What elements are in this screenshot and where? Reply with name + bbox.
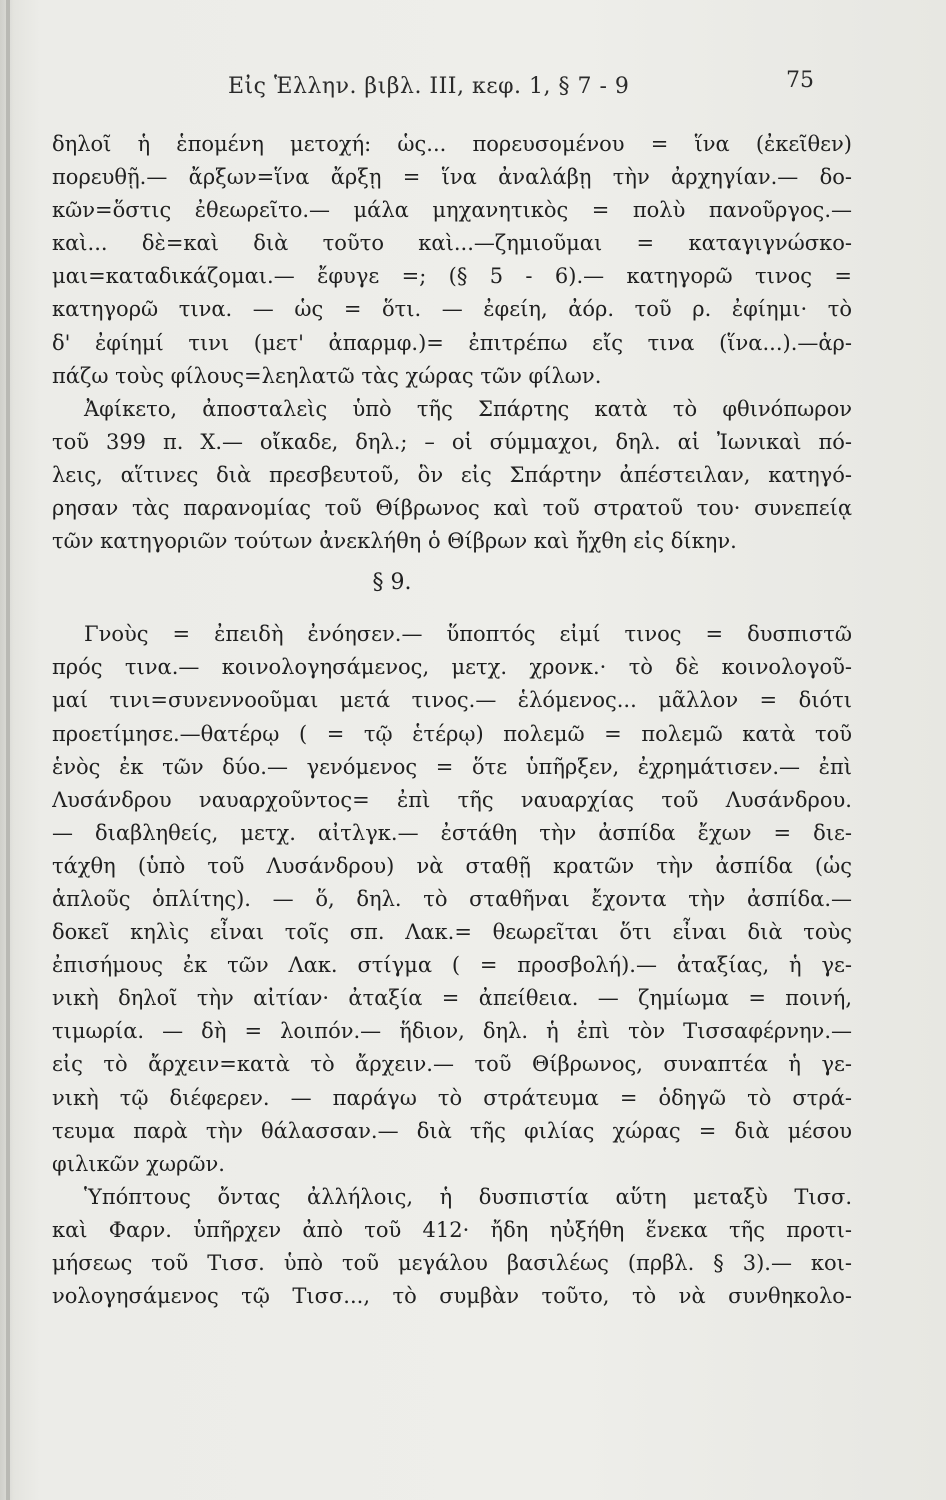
text-line: μαί τινι=συνεννοοῦμαι μετά τινος.— ἑλόμενος... μᾶλλον = διότι <box>52 688 852 713</box>
text-line: πορευθῇ.— ἄρξων=ἵνα ἄρξῃ = ἵνα ἀναλάβῃ τὴν ἀρχηγίαν.— δο- <box>52 165 852 190</box>
text-line: δηλοῖ ἡ ἑπομένη μετοχή: ὡς... πορευσομένου = ἵνα (ἐκεῖθεν) <box>52 132 852 156</box>
text-line: κατηγορῶ τινα. — ὡς = ὅτι. — ἐφείη, ἀόρ. τοῦ ρ. ἐφίημι· τὸ <box>52 297 852 322</box>
section-heading: § 9. <box>372 570 412 596</box>
text-line: τῶν κατηγοριῶν τούτων ἀνεκλήθη ὁ Θίβρων καὶ ἤχθη εἰς δίκην. <box>52 529 737 554</box>
text-line: τάχθη (ὑπὸ τοῦ Λυσάνδρου) νὰ σταθῇ κρατῶν τὴν ἀσπίδα (ὡς <box>52 853 852 878</box>
text-line: εἰς τὸ ἄρχειν=κατὰ τὸ ἄρχειν.— τοῦ Θίβρωνος, συναπτέα ἡ γε- <box>52 1052 852 1077</box>
text-line: μαι=καταδικάζομαι.— ἔφυγε =; (§ 5 - 6).— κατηγορῶ τινος = <box>52 264 852 289</box>
text-line: πάζω τοὺς φίλους=λεηλατῶ τὰς χώρας τῶν φίλων. <box>52 363 602 388</box>
text-line: κῶν=ὅστις ἐθεωρεῖτο.— μάλα μηχανητικὸς = πολὺ πανοῦργος.— <box>52 198 852 223</box>
text-line: καὶ... δὲ=καὶ διὰ τοῦτο καὶ...—ζημιοῦμαι = καταγιγνώσκο- <box>52 231 852 256</box>
text-line: Γνοὺς = ἐπειδὴ ἐνόησεν.— ὕποπτός εἰμί τινος = δυσπιστῶ <box>84 622 852 647</box>
text-line: Λυσάνδρου ναυαρχοῦντος= ἐπὶ τῆς ναυαρχίας τοῦ Λυσάνδρου. <box>52 787 852 812</box>
text-line: νικὴ δηλοῖ τὴν αἰτίαν· ἀταξία = ἀπείθεια. — ζημίωμα = ποινή, <box>52 986 852 1011</box>
text-line: τοῦ 399 π. Χ.— οἴκαδε, δηλ.; – οἱ σύμμαχοι, δηλ. αἱ Ἰωνικαὶ πό- <box>52 429 852 454</box>
page-number: 75 <box>786 68 814 93</box>
text-line: Ἀφίκετο, ἀποσταλεὶς ὑπὸ τῆς Σπάρτης κατὰ τὸ φθινόπωρον <box>84 396 852 421</box>
text-line: Ὑπόπτους ὄντας ἀλλήλοις, ἡ δυσπιστία αὕτη μεταξὺ Τισσ. <box>84 1184 852 1209</box>
text-line: τιμωρία. — δὴ = λοιπόν.— ἥδιον, δηλ. ἡ ἐπὶ τὸν Τισσαφέρνην.— <box>52 1019 852 1044</box>
spacer <box>52 608 852 618</box>
text-line: πρός τινα.— κοινολογησάμενος, μετχ. χρονκ.· τὸ δὲ κοινολογοῦ- <box>52 655 852 680</box>
page-edge <box>6 0 10 1500</box>
text-line: ἁπλοῦς ὁπλίτης). — ὅ, δηλ. τὸ σταθῆναι ἔχοντα τὴν ἀσπίδα.— <box>52 886 852 911</box>
text-line: — διαβληθείς, μετχ. αἰτλγκ.— ἐστάθη τὴν ἀσπίδα ἔχων = διε- <box>52 820 852 845</box>
text-line: λεις, αἵτινες διὰ πρεσβευτοῦ, ὃν εἰς Σπάρτην ἀπέστειλαν, κατηγό- <box>52 462 852 487</box>
text-line: ρησαν τὰς παρανομίας τοῦ Θίβρωνος καὶ τοῦ στρατοῦ του· συνεπείᾳ <box>52 496 852 521</box>
page-body <box>52 128 852 1313</box>
text-line: ἐπισήμους ἐκ τῶν Λακ. στίγμα ( = προσβολή).— ἀταξίας, ἡ γε- <box>52 953 852 978</box>
text-line: δ' ἐφίημί τινι (μετ' ἀπαρμφ.)= ἐπιτρέπω εἴς τινα (ἵνα...).—ἁρ- <box>52 330 852 355</box>
text-line: δοκεῖ κηλὶς εἶναι τοῖς σπ. Λακ.= θεωρεῖται ὅτι εἶναι διὰ τοὺς <box>52 920 852 945</box>
text-line: φιλικῶν χωρῶν. <box>52 1151 225 1176</box>
page-header <box>0 68 946 114</box>
text-line: μήσεως τοῦ Τισσ. ὑπὸ τοῦ μεγάλου βασιλέως (πρβλ. § 3).— κοι- <box>52 1251 852 1275</box>
text-line: νολογησάμενος τῷ Τισσ..., τὸ συμβὰν τοῦτο, τὸ νὰ συνθηκολο- <box>52 1284 852 1309</box>
text-line: προετίμησε.—θατέρῳ ( = τῷ ἑτέρῳ) πολεμῶ = πολεμῶ κατὰ τοῦ <box>52 721 852 746</box>
text-line: νικὴ τῷ διέφερεν. — παράγω τὸ στράτευμα = ὁδηγῶ τὸ στρά- <box>52 1085 852 1110</box>
text-line: καὶ Φαρν. ὑπῆρχεν ἀπὸ τοῦ 412· ἤδη ηὐξήθη ἕνεκα τῆς προτι- <box>52 1217 852 1242</box>
text-line: τευμα παρὰ τὴν θάλασσαν.— διὰ τῆς φιλίας χώρας = διὰ μέσου <box>52 1118 852 1143</box>
text-line: ἑνὸς ἐκ τῶν δύο.— γενόμενος = ὅτε ὑπῆρξεν, ἐχρημάτισεν.— ἐπὶ <box>52 754 852 779</box>
running-title: Εἰς Ἑλλην. βιβλ. III, κεφ. 1, § 7 - 9 <box>228 74 630 99</box>
